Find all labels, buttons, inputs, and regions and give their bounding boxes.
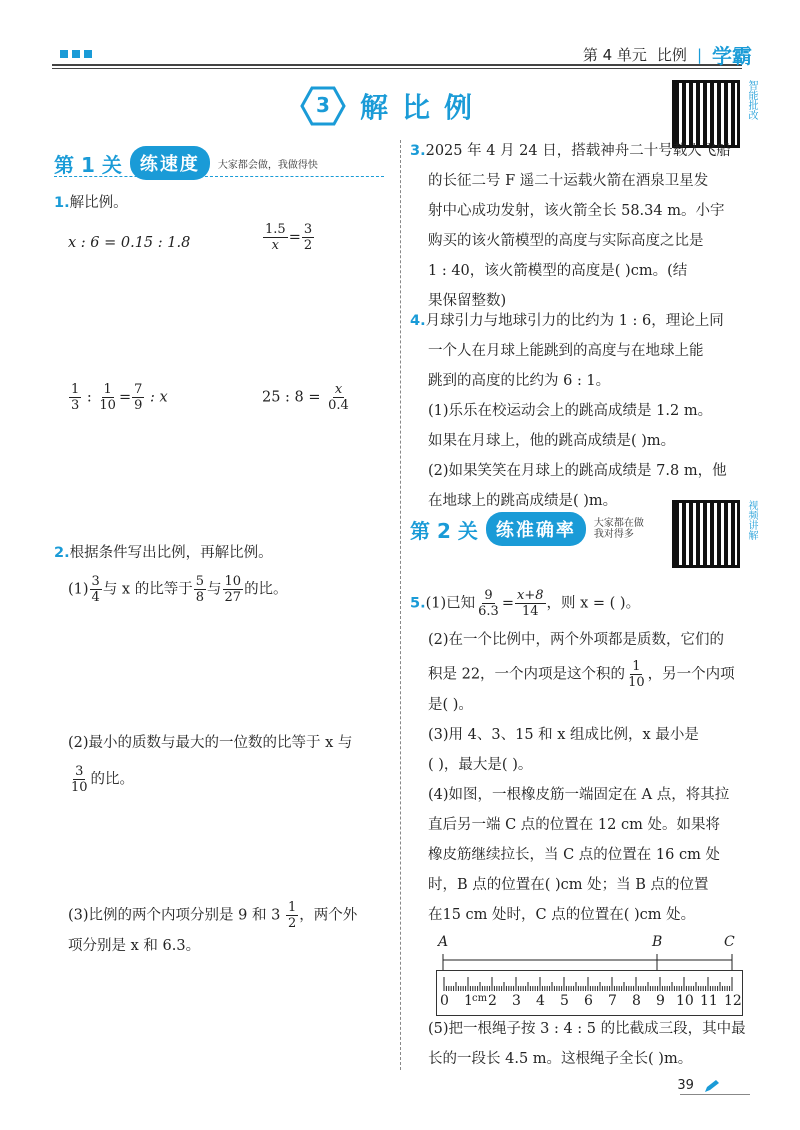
section2-hint: 大家都在做 我对得多 (593, 518, 644, 540)
q2-part1: (1) $\frac{3}{4}$ 与 x 的比等于 $\frac{5}{8}$ 与 $\frac{10}{27}$ 的比。 (68, 574, 288, 605)
ruler-label: 4 (536, 993, 545, 1009)
ruler (436, 970, 743, 1016)
q5: 5.(1)已知 $\frac{9}{6.3}$ = $\frac{x+8}{14}$ ，则 x = ( )。 (2)在一个比例中，两个外项都是质数，它们的 积是 22，一个内项是这个积的 $\frac{1}{10}$ ，另一个内项 是( )。 (3)用 4、3、15 和 x 组成比例，x 最小是 ( )，最大是( )。 (4)如图，一根橡皮筋一端固定在 A 点，将其拉 直后另一端 C 点的位置在 12 cm 处。如果将 橡皮筋继续拉长，当 C 点的位置在 16 cm 处 时，B 点的位置在( )cm 处；当 B 点的位置 在15 cm 处时，C 点的位置在( )cm 处。 (410, 588, 750, 930)
ruler-label: cm (472, 993, 488, 1004)
q1-b: $\frac{1.5}{x}$ = $\frac{3}{2}$ (265, 222, 313, 253)
ruler-label: 2 (488, 993, 497, 1009)
ruler-label: 11 (700, 993, 718, 1009)
q5-part3: (3)用 4、3、15 和 x 组成比例，x 最小是 (428, 727, 699, 743)
ruler-label: 3 (512, 993, 521, 1009)
section1-underline (54, 176, 384, 177)
header-decoration (60, 50, 92, 58)
ruler-label: 5 (560, 993, 569, 1009)
section1-name: 练速度 (130, 146, 210, 180)
page-number: 39 (677, 1078, 720, 1093)
ruler-label: 1 (464, 993, 473, 1009)
qr-label-2: 视频讲解 (746, 500, 757, 540)
q1-stem: 1.解比例。 (54, 195, 128, 211)
column-divider (400, 140, 401, 1070)
section2-banner (410, 512, 644, 546)
section1-banner (54, 146, 318, 180)
q5-part4: (4)如图，一根橡皮筋一端固定在 A 点，将其拉 (428, 787, 730, 803)
title-number: 3 (316, 93, 330, 117)
q2-part2: (2)最小的质数与最大的一位数的比等于 x 与 $\frac{3}{10}$ 的比。 (68, 735, 353, 795)
brand-logo: 学霸 (712, 44, 752, 68)
title-text: 解比例 (360, 91, 487, 124)
ruler-label: 8 (632, 993, 641, 1009)
q5-part2: (2)在一个比例中，两个外项都是质数，它们的 (428, 632, 725, 648)
q1-c: $\frac{1}{3}$ : $\frac{1}{10}$ = $\frac{7}{9}$ : x (71, 382, 168, 413)
qr-block-2[interactable] (672, 500, 759, 568)
section2-name: 练准确率 (486, 512, 586, 546)
topic-label: 比例 (656, 46, 687, 64)
section1-hint: 大家都会做，我做得快 (217, 159, 318, 171)
qr-label: 智能批改 (746, 80, 757, 120)
ruler-labels (437, 991, 742, 1013)
page-number-rule (680, 1094, 750, 1095)
ruler-label: 7 (608, 993, 617, 1009)
q5-part5: (5)把一根绳子按 3 : 4 : 5 的比截成三段，其中最 长的一段长 4.5 m。这根绳子全长( )m。 (428, 1021, 746, 1067)
q1-d: 25 : 8 = $\frac{x}{0.4}$ (262, 382, 349, 413)
header-info: 第 4 单元 比例 | 学霸 (583, 40, 752, 69)
ruler-label: 10 (676, 993, 694, 1009)
pencil-icon (704, 1079, 720, 1093)
section1-level: 第 1 关 (54, 152, 122, 177)
page-title (300, 86, 486, 126)
q5-part1: 5.(1)已知 $\frac{9}{6.3}$ = $\frac{x+8}{14}$ ，则 x = ( )。 (410, 588, 641, 619)
point-a-label: A (438, 934, 449, 950)
q1-a: x : 6 = 0.15 : 1.8 (68, 235, 191, 251)
point-b-label: B (652, 934, 663, 950)
ruler-points (436, 934, 741, 970)
ruler-label: 6 (584, 993, 593, 1009)
qr-code-icon-2[interactable] (672, 500, 740, 568)
unit-label: 第 4 单元 (582, 46, 647, 64)
ruler-label: 9 (656, 993, 665, 1009)
q2-part3: (3)比例的两个内项分别是 9 和 3 $\frac{1}{2}$ ，两个外 项分别是 x 和 6.3。 (68, 900, 358, 954)
point-c-label: C (724, 934, 735, 950)
ruler-label: 12 (724, 993, 742, 1009)
section2-level: 第 2 关 (410, 518, 478, 543)
ruler-label: 0 (440, 993, 449, 1009)
hexagon-badge (300, 86, 346, 126)
q4: 4.月球引力与地球引力的比约为 1 : 6，理论上同 一个人在月球上能跳到的高度与在地球上能 跳到的高度的比约为 6 : 1。 (1)乐乐在校运动会上的跳高成绩是 1.2 m。 如果在月球上，他的跳高成绩是( )m。 (2)如果笑笑在月球上的跳高成绩是 7.8 m，他 在地球上的跳高成绩是( )m。 (410, 313, 727, 509)
q2-stem: 2.根据条件写出比例，再解比例。 (54, 545, 273, 561)
q3: 3.2025 年 4 月 24 日，搭载神舟二十号载人飞船 的长征二号 F 遥二十运载火箭在酒泉卫星发 射中心成功发射，该火箭全长 58.34 m。小宇 购买的该火箭模型的高度与实际高度之比是 1 : 40，该火箭模型的高度是( )cm。(结 果保留整数) (410, 143, 731, 309)
